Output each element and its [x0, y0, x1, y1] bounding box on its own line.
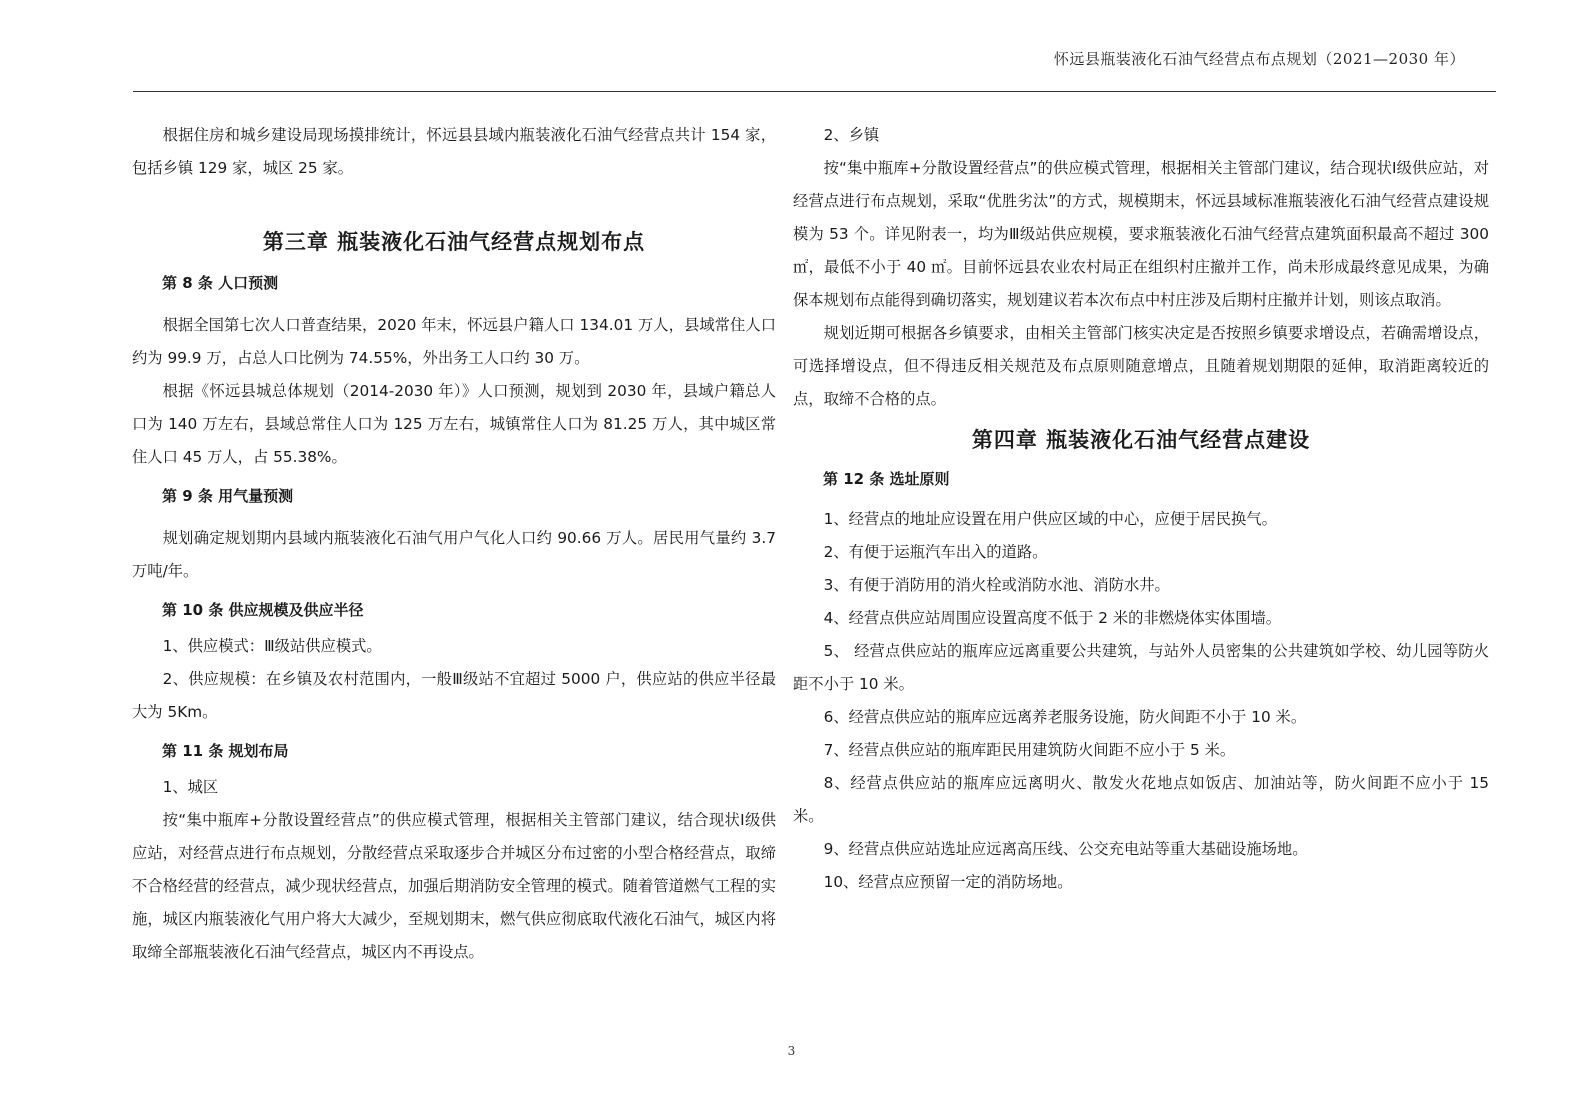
article-12-heading: 第 12 条 选址原则 [823, 470, 950, 488]
towns-paragraph-2: 规划近期可根据各乡镇要求，由相关主管部门核实决定是否按照乡镇要求增设点，若确需增设点，可选择增设点，但不得违反相关规范及布点原则随意增点，且随着规划期限的延伸，取消距离较近的点，取缔不合格的点。 [793, 324, 1489, 408]
running-header-title: 怀远县瓶装液化石油气经营点布点规划（2021—2030 年） [1053, 50, 1465, 68]
article-8-paragraph-2: 根据《怀远县城总体规划（2014-2030 年）》人口预测，规划到 2030 年，县域户籍总人口为 140 万左右，县域总常住人口为 125 万左右，城镇常住人口为 81.25 万人，其中城区常住人口 45 万人，占 55.38%。 [132, 382, 776, 466]
article-10-item-1: 1、供应模式：Ⅲ级站供应模式。 [162, 637, 382, 655]
article-11-paragraph: 按“集中瓶库+分散设置经营点”的供应模式管理，根据相关主管部门建议，结合现状Ⅰ级供应站，对经营点进行布点规划，分散经营点采取逐步合并城区分布过密的小型合格经营点，取缔不合格经营的经营点，减少现状经营点，加强后期消防安全管理的模式。随着管道燃气工程的实施，城区内瓶装液化气用户将大大减少，至规划期末，燃气供应彻底取代液化石油气，城区内将取缔全部瓶装液化石油气经营点，城区内不再设点。 [132, 811, 776, 961]
left-column [132, 119, 776, 969]
list-item: 10、经营点应预留一定的消防场地。 [823, 873, 1073, 891]
article-8-heading: 第 8 条 人口预测 [162, 274, 279, 292]
page-number: 3 [787, 1044, 796, 1058]
article-8-paragraph-1: 根据全国第七次人口普查结果，2020 年末，怀远县户籍人口 134.01 万人，县域常住人口约为 99.9 万，占总人口比例为 74.55%，外出务工人口约 30 万。 [132, 316, 776, 367]
towns-paragraph-1: 按“集中瓶库+分散设置经营点”的供应模式管理，根据相关主管部门建议，结合现状Ⅰ级供应站，对经营点进行布点规划，采取“优胜劣汰”的方式，规模期末，怀远县域标准瓶装液化石油气经营点建设规模为 53 个。详见附表一，均为Ⅲ级站供应规模，要求瓶装液化石油气经营点建筑面积最高不超过 300 ㎡，最低不小于 40 ㎡。目前怀远县农业农村局正在组织村庄撤并工作，尚未形成最终意见成果，为确保本规划布点能得到确切落实，规划建议若本次布点中村庄涉及后期村庄撤并计划，则该点取消。 [793, 159, 1489, 309]
list-item: 2、有便于运瓶汽车出入的道路。 [823, 543, 1048, 561]
right-column [793, 119, 1489, 899]
list-item: 4、经营点供应站周围应设置高度不低于 2 米的非燃烧体实体围墙。 [823, 609, 1282, 627]
article-11-subheading-urban: 1、城区 [162, 778, 219, 796]
list-item: 5、 经营点供应站的瓶库应远离重要公共建筑，与站外人员密集的公共建筑如学校、幼儿园等防火距不小于 10 米。 [793, 642, 1489, 693]
list-item: 8、经营点供应站的瓶库应远离明火、散发火花地点如饭店、加油站等，防火间距不应小于 15 米。 [793, 774, 1489, 825]
list-item: 6、经营点供应站的瓶库应远离养老服务设施，防火间距不小于 10 米。 [823, 708, 1307, 726]
list-item: 3、有便于消防用的消火栓或消防水池、消防水井。 [823, 576, 1170, 594]
chapter-4-heading: 第四章 瓶装液化石油气经营点建设 [971, 428, 1311, 452]
article-10-heading: 第 10 条 供应规模及供应半径 [162, 601, 364, 619]
list-item: 9、经营点供应站选址应远离高压线、公交充电站等重大基础设施场地。 [823, 840, 1308, 858]
list-item: 1、经营点的地址应设置在用户供应区域的中心，应便于居民换气。 [823, 510, 1277, 528]
intro-paragraph: 根据住房和城乡建设局现场摸排统计，怀远县县域内瓶装液化石油气经营点共计 154 家，包括乡镇 129 家，城区 25 家。 [132, 126, 776, 177]
article-11-heading: 第 11 条 规划布局 [162, 742, 289, 760]
article-11-subheading-towns: 2、乡镇 [823, 126, 880, 144]
chapter-3-heading: 第三章 瓶装液化石油气经营点规划布点 [262, 230, 646, 254]
list-item: 7、经营点供应站的瓶库距民用建筑防火间距不应小于 5 米。 [823, 741, 1236, 759]
site-selection-list [793, 503, 1489, 899]
article-9-heading: 第 9 条 用气量预测 [162, 487, 294, 505]
article-10-item-2: 2、供应规模：在乡镇及农村范围内，一般Ⅲ级站不宜超过 5000 户，供应站的供应半径最大为 5Km。 [132, 670, 776, 721]
header-divider [133, 91, 1496, 92]
article-9-paragraph: 规划确定规划期内县域内瓶装液化石油气用户气化人口约 90.66 万人。居民用气量约 3.7 万吨/年。 [132, 529, 776, 580]
